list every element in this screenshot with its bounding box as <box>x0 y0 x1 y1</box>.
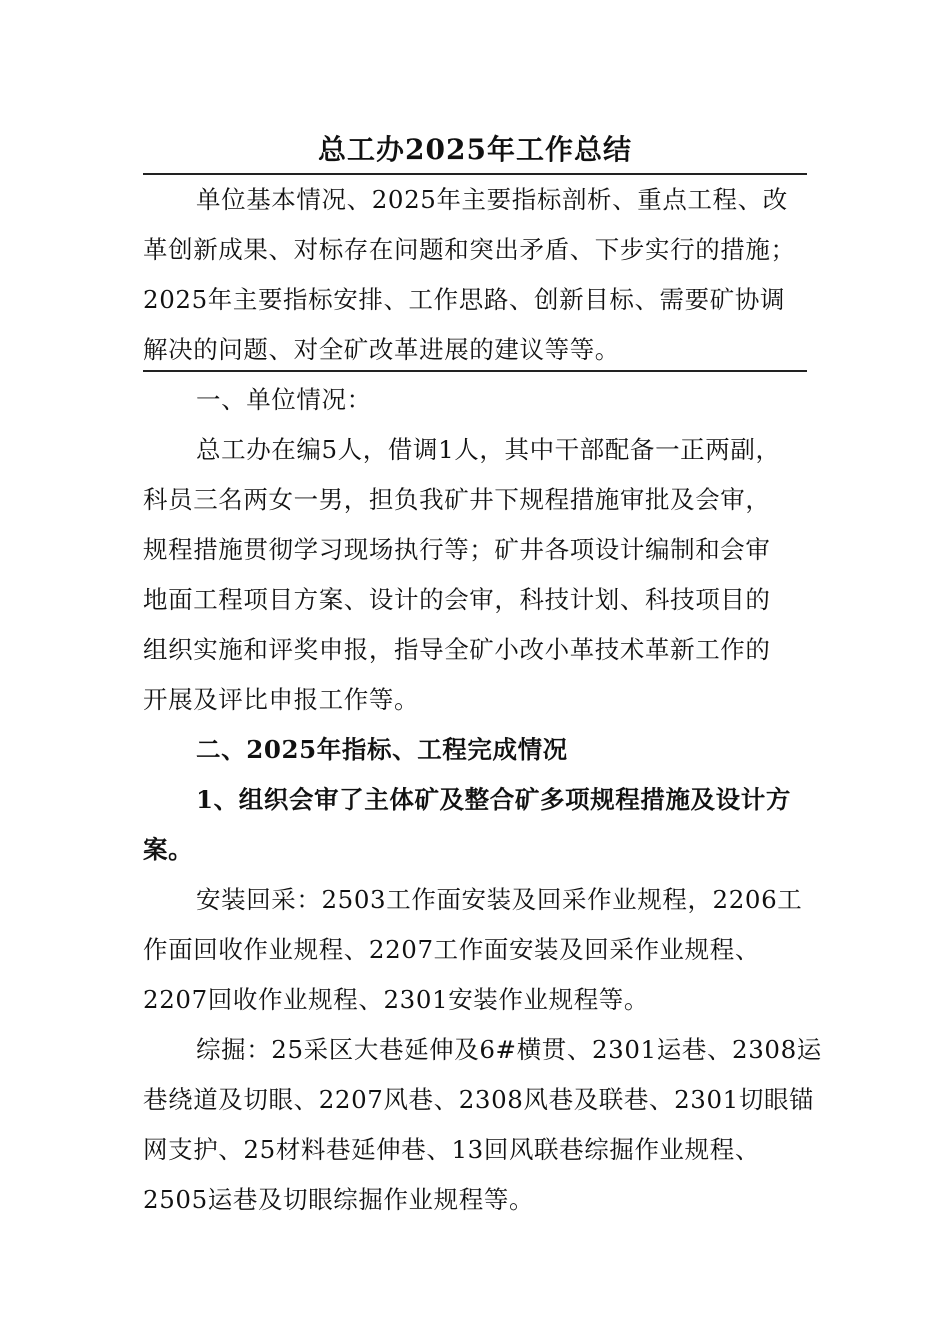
summary-line: 2025年主要指标安排、工作思路、创新目标、需要矿协调 <box>143 285 786 314</box>
section1-line: 开展及评比申报工作等。 <box>143 685 420 714</box>
summary-line: 革创新成果、对标存在问题和突出矛盾、下步实行的措施； <box>143 235 796 264</box>
section1-line: 组织实施和评奖申报，指导全矿小改小革技术革新工作的 <box>143 635 771 664</box>
excavation-paragraph-line: 网支护、25材料巷延伸巷、13回风联巷综掘作业规程、 <box>143 1135 760 1164</box>
section1-line: 地面工程项目方案、设计的会审，科技计划、科技项目的 <box>143 585 771 614</box>
section1-line: 规程措施贯彻学习现场执行等；矿井各项设计编制和会审 <box>143 535 771 564</box>
install-paragraph-line: 安装回采：2503工作面安装及回采作业规程，2206工 <box>196 885 803 914</box>
excavation-paragraph-line: 巷绕道及切眼、2207风巷、2308风巷及联巷、2301切眼锚 <box>143 1085 815 1114</box>
document-title: 总工办2025年工作总结 <box>318 133 632 166</box>
install-paragraph-line: 2207回收作业规程、2301安装作业规程等。 <box>143 985 649 1014</box>
section2-heading: 二、2025年指标、工程完成情况 <box>196 735 568 764</box>
summary-line: 解决的问题、对全矿改革进展的建议等等。 <box>143 335 620 364</box>
summary-top-rule <box>143 173 807 175</box>
section1-line: 总工办在编5人，借调1人，其中干部配备一正两副， <box>196 435 781 464</box>
excavation-paragraph-line: 综掘：25采区大巷延伸及6#横贯、2301运巷、2308运 <box>196 1035 822 1064</box>
subsection1-heading-line: 案。 <box>143 835 194 864</box>
section1-heading: 一、单位情况： <box>196 385 372 414</box>
summary-line: 单位基本情况、2025年主要指标剖析、重点工程、改 <box>196 185 788 214</box>
excavation-paragraph-line: 2505运巷及切眼综掘作业规程等。 <box>143 1185 535 1214</box>
install-paragraph-line: 作面回收作业规程、2207工作面安装及回采作业规程、 <box>143 935 760 964</box>
summary-bottom-rule <box>143 370 807 372</box>
subsection1-heading-line: 1、组织会审了主体矿及整合矿多项规程措施及设计方 <box>196 785 791 814</box>
section1-line: 科员三名两女一男，担负我矿井下规程措施审批及会审， <box>143 485 771 514</box>
